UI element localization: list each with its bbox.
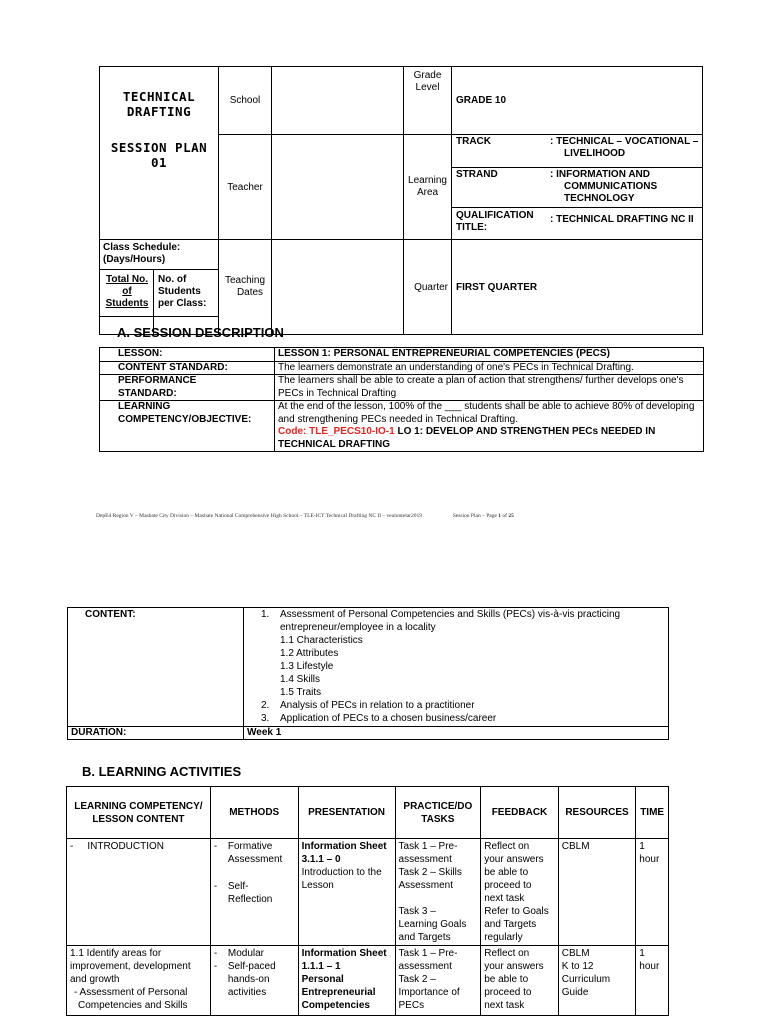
r2-time-2: hour: [639, 961, 660, 972]
performance-label-cell: [100, 375, 275, 401]
r2-task-5: PECs: [398, 1000, 425, 1011]
r1-m2-dash: -: [213, 881, 218, 892]
performance-value-cell: [275, 375, 704, 401]
r1-task-5: Task 3 –: [398, 906, 436, 917]
r2-pres-1: Information Sheet: [301, 948, 387, 959]
col-feedback: FEEDBACK: [481, 787, 559, 839]
r2-comp-5: Competencies and Skills: [78, 1000, 188, 1011]
col-practice: [395, 787, 481, 839]
teaching-dates-value[interactable]: [272, 240, 404, 335]
r2-comp-4: - Assessment of Personal: [74, 987, 188, 998]
learning-area-1: Learning: [408, 175, 447, 186]
school-label-cell: [219, 67, 272, 135]
r1-pres-1: Information Sheet: [301, 841, 387, 852]
footer-page-of: of: [501, 513, 509, 519]
duration-label: DURATION:: [68, 727, 244, 740]
r1-pres-4: Lesson: [301, 880, 334, 891]
content-list-cell: [244, 608, 669, 727]
r1-task-7: and Targets: [398, 932, 451, 943]
perf-value-1: The learners shall be able to create a plan of action that strengthens/ further develops one's: [278, 375, 684, 386]
r2-pres-3: Personal: [301, 974, 344, 985]
footer-page-prefix: Session Plan – Page: [452, 513, 499, 519]
title-line1: TECHNICAL: [122, 89, 196, 104]
competency-label-cell: [100, 401, 275, 452]
item1-num: 1.: [261, 609, 270, 620]
r2-fb-2: your answers: [484, 961, 544, 972]
grade-label-1: Grade: [413, 70, 442, 81]
content-sub-1: 1.1 Characteristics: [280, 635, 363, 646]
r2-method-1: Modular: [227, 948, 264, 959]
content-sub-3: 1.3 Lifestyle: [280, 661, 334, 672]
col-time: TIME: [636, 787, 669, 839]
r1-pres-3: Introduction to the: [301, 867, 382, 878]
r1-fb-4: proceed to: [484, 880, 532, 891]
class-schedule-cell: [100, 240, 219, 270]
quarter-value-cell: [452, 240, 703, 335]
item2-num: 2.: [261, 700, 270, 711]
comp-value-1: At the end of the lesson, 100% of the ___ students shall be able to achieve 80% of developing: [278, 401, 695, 412]
total-students-cell: [100, 270, 154, 316]
title-cell: [100, 67, 219, 240]
col-methods: METHODS: [210, 787, 298, 839]
strand-label: STRAND: [452, 167, 544, 207]
total-no-1: Total No.: [105, 274, 149, 285]
r2-fb-5: next task: [484, 1000, 525, 1011]
r1-fb-2: your answers: [484, 854, 544, 865]
r2-task-1: Task 1 – Pre-: [398, 948, 458, 959]
col-practice-2: TASKS: [421, 813, 455, 825]
students-per-2: Students: [158, 286, 201, 297]
r1-time: [636, 839, 669, 946]
students-per-3: per Class:: [158, 298, 207, 309]
col-competency-2: LESSON CONTENT: [92, 813, 185, 825]
qual-label-1: QUALIFICATION: [456, 209, 534, 221]
qual-value: : TECHNICAL DRAFTING NC II: [550, 213, 694, 225]
content-sub-2: 1.2 Attributes: [280, 648, 339, 659]
r2-res-2: K to 12: [561, 961, 594, 972]
teacher-value-cell[interactable]: [272, 135, 404, 240]
r2-fb-1: Reflect on: [484, 948, 530, 959]
r2-res-4: Guide: [561, 987, 589, 998]
footer-page-num: 1: [498, 513, 502, 519]
grade-value: GRADE 10: [456, 95, 507, 106]
r2-comp-2: improvement, development: [70, 961, 191, 972]
track-value-2: LIVELIHOOD: [564, 148, 626, 159]
quarter-label-cell: [404, 240, 452, 335]
content-standard-value: The learners demonstrate an understanding of one's PECs in Technical Drafting.: [275, 361, 704, 375]
r2-m1-dash: -: [213, 948, 218, 959]
qual-label-cell: [452, 207, 544, 239]
content-standard-label: CONTENT STANDARD:: [100, 361, 275, 375]
r1-method2-b: Reflection: [227, 894, 273, 905]
perf-value-2: PECs in Technical Drafting: [278, 387, 397, 399]
perf-label-2: STANDARD:: [118, 387, 177, 399]
r1-task-4: Assessment: [398, 880, 453, 891]
grade-label-2: Level: [415, 82, 440, 93]
r2-comp-3: and growth: [70, 974, 120, 985]
total-no-2: of: [122, 286, 132, 297]
r1-time-2: hour: [639, 854, 660, 865]
r1-feedback: [481, 839, 559, 946]
comp-value-2: and strengthening PECs needed in Technical Drafting.: [278, 413, 518, 425]
title-line2: DRAFTING: [126, 104, 192, 119]
r1-fb-7: and Targets: [484, 919, 537, 930]
quarter-value: FIRST QUARTER: [456, 281, 538, 293]
r1-pres-2: 3.1.1 – 0: [301, 854, 341, 865]
col-resources: RESOURCES: [558, 787, 636, 839]
item3-num: 3.: [261, 713, 270, 724]
comp-label-1: LEARNING: [118, 401, 171, 412]
teacher-label-cell: [219, 135, 272, 240]
plan-line2: 01: [150, 155, 168, 170]
r2-pres-4: Entrepreneurial: [301, 987, 376, 998]
grade-value-cell: [452, 67, 703, 135]
r1-task-1: Task 1 – Pre-: [398, 841, 458, 852]
school-label: School: [229, 95, 261, 106]
r1-task-6: Learning Goals: [398, 919, 467, 930]
col-presentation: PRESENTATION: [298, 787, 395, 839]
r2-time: [636, 946, 669, 1016]
content-label: CONTENT:: [68, 608, 244, 727]
page-footer: [96, 513, 514, 519]
col-practice-1: PRACTICE/DO: [403, 800, 473, 812]
teacher-label: Teacher: [227, 181, 263, 193]
class-schedule-1: Class Schedule:: [103, 242, 181, 253]
r2-fb-3: be able to: [484, 974, 529, 985]
r1-fb-5: next task: [484, 893, 525, 904]
r2-time-1: 1: [639, 948, 645, 959]
strand-value-cell: [544, 167, 702, 207]
r1-presentation: [298, 839, 395, 946]
comp-label-2: COMPETENCY/OBJECTIVE:: [118, 413, 252, 425]
content-item-2: Analysis of PECs in relation to a practitioner: [280, 700, 475, 711]
r1-resources: CBLM: [558, 839, 636, 946]
grade-label-cell: [404, 67, 452, 135]
r2-method-2a: Self-paced: [227, 961, 276, 972]
content-item-3: Application of PECs to a chosen business/career: [280, 713, 497, 724]
r1-fb-8: regularly: [484, 932, 523, 943]
qual-label-2: TITLE:: [456, 221, 488, 233]
r1-time-1: 1: [639, 841, 645, 852]
r2-res-1: CBLM: [561, 948, 590, 959]
section-b-heading: B. LEARNING ACTIVITIES: [82, 764, 242, 779]
track-label: TRACK: [452, 135, 544, 167]
strand-value-3: TECHNOLOGY: [564, 192, 635, 204]
perf-label-1: PERFORMANCE: [118, 375, 197, 386]
r2-fb-4: proceed to: [484, 987, 532, 998]
r2-competency: [67, 946, 211, 1016]
r1-methods: [210, 839, 298, 946]
students-per-1: No. of: [158, 274, 187, 285]
competency-code: Code: TLE_PECS10-IO-1: [278, 426, 395, 437]
code-rest-1: LO 1: DEVELOP AND STRENGTHEN PECs NEEDED IN: [394, 426, 656, 437]
r1-dash: -: [70, 841, 74, 852]
lesson-value: LESSON 1: PERSONAL ENTREPRENEURIAL COMPETENCIES (PECS): [275, 348, 704, 362]
students-per-class-cell: [154, 270, 219, 316]
track-strand-cell: [452, 135, 703, 240]
r2-res-3: Curriculum: [561, 974, 611, 985]
r1-comp: INTRODUCTION: [87, 841, 165, 852]
school-value-cell[interactable]: [272, 67, 404, 135]
session-description-table: [99, 347, 704, 452]
r1-tasks: [395, 839, 481, 946]
content-item-1a: Assessment of Personal Competencies and Skills (PECs) vis-à-vis practicing: [280, 609, 621, 620]
r2-comp-1: 1.1 Identify areas for: [70, 948, 162, 959]
r2-method-2c: activities: [227, 987, 267, 998]
track-value-1: : TECHNICAL – VOCATIONAL –: [550, 136, 699, 147]
learning-area-cell: [404, 135, 452, 240]
r2-pres-5: Competencies: [301, 1000, 370, 1011]
content-table: [67, 607, 669, 740]
footer-page-total: 25: [508, 513, 514, 519]
r2-feedback: [481, 946, 559, 1016]
duration-value: Week 1: [244, 727, 669, 740]
footer-text: DepEd Region V – Masbate City Division – Masbate National Comprehensive High School – TLE-ICT Technical Drafting NC II – vealontelar2019: [96, 513, 422, 519]
col-competency-1: LEARNING COMPETENCY/: [74, 800, 203, 812]
plan-line1: SESSION PLAN: [110, 140, 208, 155]
strand-value-1: : INFORMATION AND: [550, 168, 650, 180]
quarter-label: Quarter: [414, 281, 448, 293]
r2-presentation: [298, 946, 395, 1016]
r1-task-2: assessment: [398, 854, 452, 865]
track-strand-table: [452, 135, 702, 239]
r2-tasks: [395, 946, 481, 1016]
col-competency: [67, 787, 211, 839]
r1-m1-dash: -: [213, 841, 218, 852]
r2-task-4: Importance of: [398, 987, 460, 998]
track-value-cell: [544, 135, 702, 167]
r2-task-3: Task 2 –: [398, 974, 436, 985]
r2-resources: [558, 946, 636, 1016]
teaching-dates-2: Dates: [236, 287, 264, 298]
r1-method1-a: Formative: [227, 841, 273, 852]
content-sub-4: 1.4 Skills: [280, 674, 321, 685]
competency-value-cell: [275, 401, 704, 452]
section-a-heading: A. SESSION DESCRIPTION: [117, 325, 284, 340]
content-item-1b: entrepreneur/employee in a locality: [280, 622, 436, 633]
r2-pres-2: 1.1.1 – 1: [301, 961, 341, 972]
code-rest-2: TECHNICAL DRAFTING: [278, 438, 391, 450]
r1-task-3: Task 2 – Skills: [398, 867, 462, 878]
learning-activities-table: [66, 786, 669, 1016]
r2-m2-dash: -: [213, 961, 218, 972]
r1-fb-1: Reflect on: [484, 841, 530, 852]
r1-fb-3: be able to: [484, 867, 529, 878]
r2-method-2b: hands-on: [227, 974, 270, 985]
r1-competency: [67, 839, 211, 946]
total-no-3: Students: [105, 298, 149, 309]
teaching-dates-1: Teaching: [224, 275, 266, 286]
content-sub-5: 1.5 Traits: [280, 687, 322, 698]
class-schedule-2: (Days/Hours): [103, 254, 166, 265]
r1-method1-b: Assessment: [227, 854, 283, 865]
lesson-label: LESSON:: [100, 348, 275, 362]
r1-fb-6: Refer to Goals: [484, 906, 549, 917]
strand-value-2: COMMUNICATIONS: [564, 180, 658, 192]
teaching-dates-cell: [219, 240, 272, 335]
r2-task-2: assessment: [398, 961, 452, 972]
learning-area-2: Area: [416, 187, 439, 198]
r2-methods: [210, 946, 298, 1016]
header-table: [99, 66, 703, 335]
r1-method2-a: Self-: [227, 881, 249, 892]
